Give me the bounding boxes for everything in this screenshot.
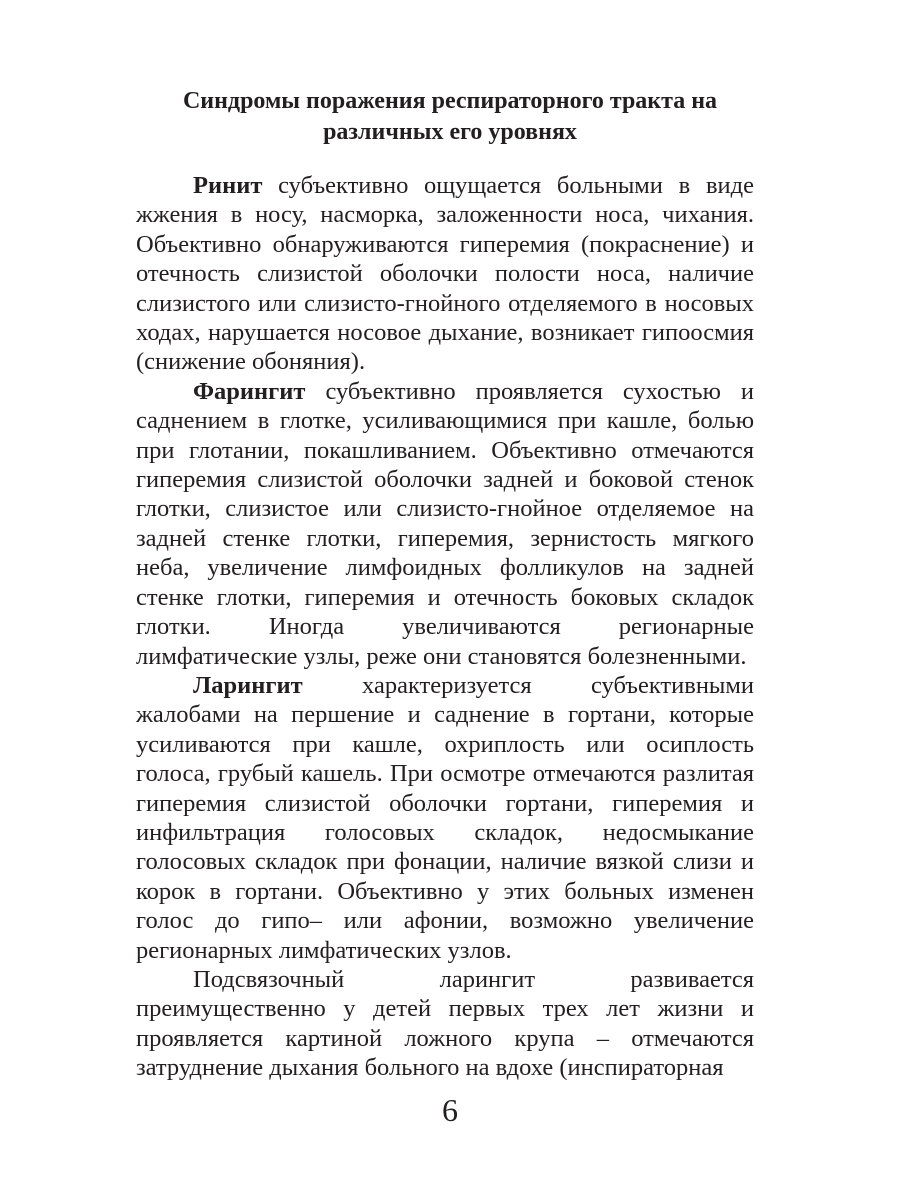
paragraph-subglottic-laryngitis	[136, 965, 754, 1083]
body-text	[136, 171, 754, 1083]
term-laryngitis: Ларингит	[193, 671, 303, 699]
page-number: 6	[442, 1092, 458, 1128]
title-line-2: различных его уровнях	[323, 119, 577, 145]
paragraph-subglottic-laryngitis-text: Подсвязочный ларингит развивается преимущественно у детей первых трех лет жизни и проявляется картиной ложного крупа – отмечаются затруднение дыхания больного на вдохе (инспираторная	[136, 965, 754, 1082]
term-pharyngitis: Фарингит	[193, 377, 306, 405]
paragraph-pharyngitis	[136, 377, 754, 671]
paragraph-laryngitis-text: характеризуется субъективными жалобами на першение и саднение в гортани, которые усиливаются при кашле, охриплость или осиплость голоса, грубый кашель. При осмотре отмечаются разлитая гиперемия слизистой оболочки гортани, гиперемия и инфильтрация голосовых складок, недосмыкание голосовых складок при фонации, наличие вязкой слизи и корок в гортани. Объективно у этих больных изменен голос до гипо– или афонии, возможно увеличение регионарных лимфатических узлов.	[136, 671, 755, 964]
paragraph-pharyngitis-text: субъективно проявляется сухостью и саднением в глотке, усиливающимися при кашле, болью при глотании, покашливанием. Объективно отмечаются гиперемия слизистой оболочки задней и боковой стенок глотки, слизистое или слизисто-гнойное отделяемое на задней стенке глотки, гиперемия, зернистость мягкого неба, увеличение лимфоидных фолликулов на задней стенке глотки, гиперемия и отечность боковых складок глотки. Иногда увеличиваются регионарные лимфатические узлы, реже они становятся болезненными.	[136, 377, 755, 670]
title-line-1: Синдромы поражения респираторного тракта на	[182, 88, 718, 114]
paragraph-rhinitis-text: субъективно ощущается больными в виде жжения в носу, насморка, заложенности носа, чихания. Объективно обнаруживаются гиперемия (покраснение) и отечность слизистой оболочки полости носа, наличие слизистого или слизисто-гнойного отделяемого в носовых ходах, нарушается носовое дыхание, возникает гипоосмия (снижение обоняния).	[136, 172, 754, 376]
paragraph-laryngitis	[136, 671, 754, 965]
paragraph-rhinitis	[136, 171, 754, 377]
page-title	[150, 86, 750, 148]
term-rhinitis: Ринит	[193, 172, 263, 199]
